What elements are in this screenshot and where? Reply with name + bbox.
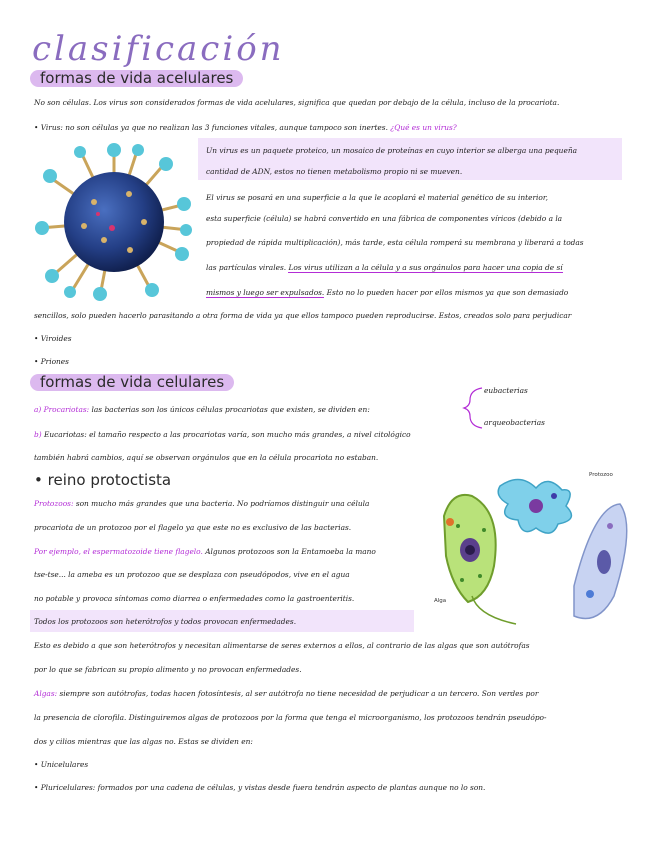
bullet: • [34, 123, 39, 132]
text-line [34, 123, 457, 132]
text-span: Esto no lo pueden hacer por ellos mismos ya que son demasiado [326, 288, 569, 297]
text-span: las bacterias son los únicos células procariotas que existen, se dividen en: [91, 405, 370, 414]
term: • Pluricelulares: [34, 783, 96, 792]
text-line: procariota de un protozoo por el flagelo ya que este no es exclusivo de las bacterias. [34, 523, 352, 532]
text-span: Virus: no son células ya que no realizan las 3 funciones vitales, aunque tampoco son inertes. [40, 123, 388, 132]
text-span: el tamaño respecto a las procariotas varía, son mucho más grandes, a nivel citológico [89, 430, 411, 439]
text-line [34, 405, 370, 414]
term: Procariotas: [43, 405, 90, 414]
text-line: la presencia de clorofila. Distinguiremos algas de protozoos por la forma que tenga el microorganismo, los protozoos tendrán pseudópo- [34, 713, 547, 722]
text-line: dos y cilios mientras que las algas no. Estas se dividen en: [34, 737, 253, 746]
text-line: también habrá cambios, aquí se observan orgánulos que en la célula procariota no estaban. [34, 453, 379, 462]
text-line [34, 499, 369, 508]
term: Protozoos: [34, 499, 74, 508]
heading-cellular: formas de vida celulares [30, 374, 234, 391]
brace-item: eubacterias [484, 386, 528, 395]
brace-item: arqueobacterias [484, 418, 545, 427]
underlined-text: mismos y luego ser expulsados. [206, 288, 325, 297]
highlight-text: Por ejemplo, el espermatozoide tiene flagelo. [34, 547, 203, 556]
protozoa-algae-image [424, 466, 634, 626]
underlined-text: Los virus utilizan a la célula y a sus orgánulos para hacer una copia de sí [288, 263, 563, 272]
list-item: • Viroides [34, 334, 72, 343]
text-line: propiedad de rápida multiplicación), más tarde, esta célula romperá su membrana y liberará a todas [206, 238, 584, 247]
heading-acellular: formas de vida acelulares [30, 70, 243, 87]
text-line: esta superficie (célula) se habrá convertido en una fábrica de componentes víricos (debido a la [206, 214, 563, 223]
text-span: siempre son autótrofas, todas hacen fotosíntesis, al ser autótrofa no tiene necesidad de perjudicar a un tercero. Son verdes por [59, 689, 539, 698]
virus-image [34, 142, 194, 302]
text-line: El virus se posará en una superficie a la que le acoplará el material genético de su interior, [206, 193, 548, 202]
text-line: cantidad de ADN, estos no tienen metabolismo propio ni se mueven. [206, 167, 463, 176]
image-label-protozoo: Protozoo [589, 472, 613, 478]
text-span: son mucho más grandes que una bacteria. No podríamos distinguir una célula [75, 499, 370, 508]
text-line: por lo que se fabrican su propio alimento y no provocan enfermedades. [34, 665, 302, 674]
text-line [206, 288, 568, 297]
text-line [34, 430, 411, 439]
bullet: • [34, 471, 43, 489]
text-line: tse-tse... la ameba es un protozoo que se desplaza con pseudópodos, vive en el agua [34, 570, 350, 579]
text-line: sencillos, solo pueden hacerlo parasitando a otra forma de vida ya que ellos tampoco pueden reproducirse. Estos, creados solo para perjudicar [34, 311, 572, 320]
text-line: no potable y provoca síntomas como diarrea o enfermedades como la gastroenteritis. [34, 594, 355, 603]
label-a: a) [34, 405, 42, 414]
page-title: clasificación [32, 29, 285, 69]
text-span: formados por una cadena de células, y vistas desde fuera tendrán aspecto de plantas aunque no lo son. [97, 783, 486, 792]
brace-icon [462, 386, 484, 430]
text-line [206, 263, 563, 272]
list-item: • Priones [34, 357, 69, 366]
heading-protoctista [34, 472, 171, 489]
text-line: Todos los protozoos son heterótrofos y todos provocan enfermedades. [34, 617, 297, 626]
list-item: • Unicelulares [34, 760, 89, 769]
text-line [34, 547, 376, 556]
text-line: Esto es debido a que son heterótrofos y necesitan alimentarse de seres externos a ellos, al contrario de las algas que son autótrofas [34, 641, 530, 650]
text-line: Un virus es un paquete proteico, un mosaico de proteínas en cuyo interior se alberga una pequeña [206, 146, 577, 155]
term: Eucariotas: [43, 430, 87, 439]
label-b: b) [34, 430, 42, 439]
text-line [34, 689, 538, 698]
text-span: Algunos protozoos son la Entamoeba la mano [205, 547, 376, 556]
term: Algas: [34, 689, 58, 698]
image-label-alga: Alga [434, 598, 447, 604]
question-highlight: ¿Qué es un virus? [390, 123, 457, 132]
text-span: las partículas virales. [206, 263, 287, 272]
list-item [34, 783, 485, 792]
text-line: No son células. Los virus son considerados formas de vida acelulares, significa que quedan por debajo de la célula, incluso de la procariota. [34, 98, 560, 107]
heading-text: reino protoctista [47, 471, 172, 489]
